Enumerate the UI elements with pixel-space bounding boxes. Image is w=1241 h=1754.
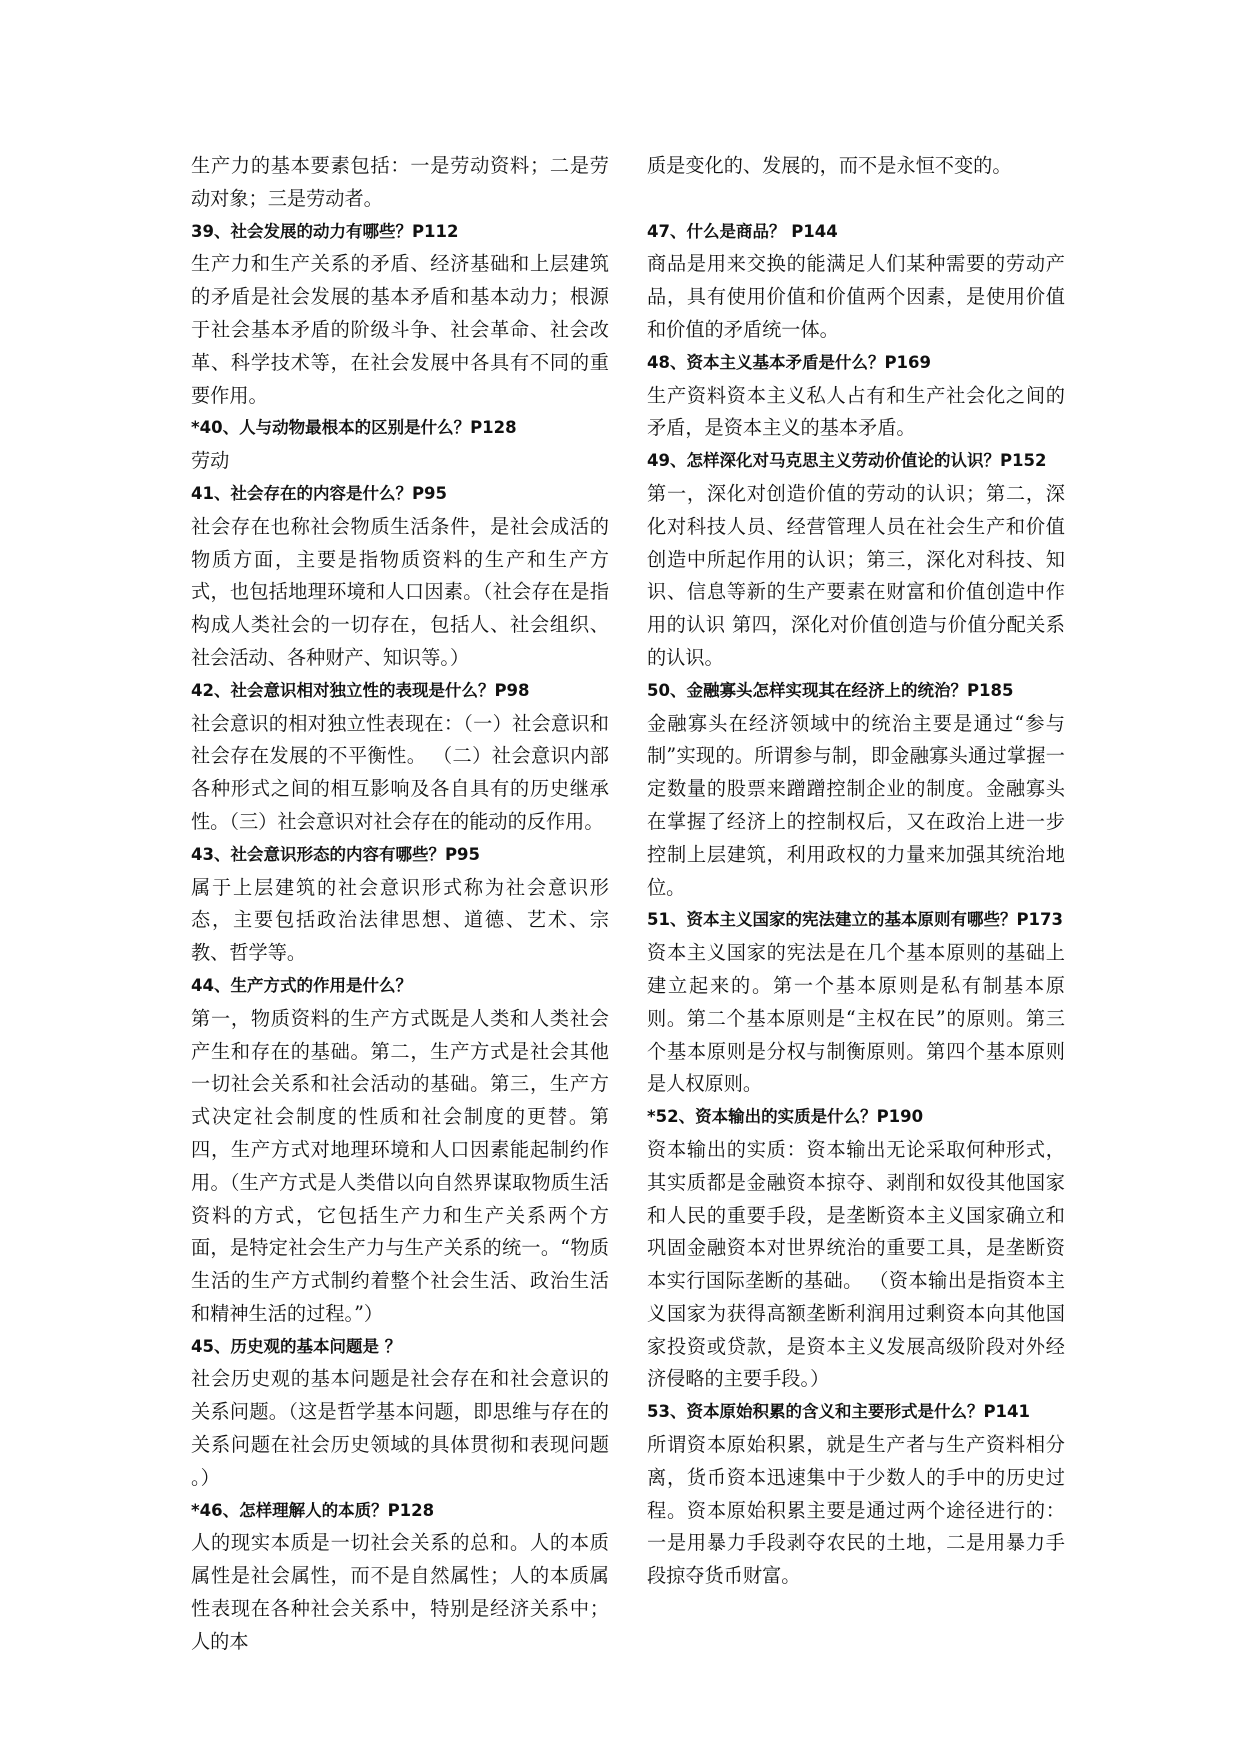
question-heading: 53、资本原始积累的含义和主要形式是什么？P141 [647, 1402, 1030, 1422]
answer-text: 商品是用来交换的能满足人们某种需要的劳动产品，具有使用价值和价值两个因素，是使用价值和价值的矛盾统一体。 [647, 252, 1065, 341]
answer-text: 社会意识的相对独立性表现在：（一）社会意识和社会存在发展的不平衡性。 （二）社会意识内部各种形式之间的相互影响及各自具有的历史继承性。（三）社会意识对社会存在的能动的反作用。 [191, 711, 609, 833]
answer-text: 所谓资本原始积累，就是生产者与生产资料相分离，货币资本迅速集中于少数人的手中的历史过程。资本原始积累主要是通过两个途径进行的：一是用暴力手段剥夺农民的土地，二是用暴力手段掠夺货币财富。 [647, 1433, 1065, 1588]
answer-text: 生产力的基本要素包括：一是劳动资料；二是劳动对象；三是劳动者。 [191, 154, 609, 210]
answer-text: 生产资料资本主义私人占有和生产社会化之间的矛盾，是资本主义的基本矛盾。 [647, 383, 1065, 440]
left-column [191, 150, 609, 1659]
answer-text: 社会历史观的基本问题是社会存在和社会意识的关系问题。（这是哲学基本问题，即思维与存在的关系问题在社会历史领域的具体贯彻和表现问题 。） [191, 1367, 609, 1489]
answer-text: 生产力和生产关系的矛盾、经济基础和上层建筑的矛盾是社会发展的基本矛盾和基本动力；根源于社会基本矛盾的阶级斗争、社会革命、社会改革、科学技术等，在社会发展中各具有不同的重要作用。 [191, 252, 609, 407]
answer-text: 资本主义国家的宪法是在几个基本原则的基础上建立起来的。第一个基本原则是私有制基本原则。第二个基本原则是“主权在民”的原则。第三个基本原则是分权与制衡原则。第四个基本原则是人权原则。 [647, 941, 1065, 1096]
question-heading: 48、资本主义基本矛盾是什么？P169 [647, 352, 931, 372]
question-heading: 44、生产方式的作用是什么？ [191, 975, 412, 995]
answer-text: 第一，深化对创造价值的劳动的认识；第二，深化对科技人员、经营管理人员在社会生产和价值创造中所起作用的认识；第三，深化对科技、知识、信息等新的生产要素在财富和价值创造中作用的认识 第四，深化对价值创造与价值分配关系的认识。 [647, 481, 1065, 669]
question-heading: *40、人与动物最根本的区别是什么？P128 [191, 418, 517, 438]
question-heading: *52、资本输出的实质是什么？P190 [647, 1107, 924, 1127]
answer-text: 人的现实本质是一切社会关系的总和。人的本质属性是社会属性，而不是自然属性；人的本质属性表现在各种社会关系中，特别是经济关系中；人的本 [191, 1531, 609, 1653]
answer-text: 资本输出的实质：资本输出无论采取何种形式，其实质都是金融资本掠夺、剥削和奴役其他国家和人民的重要手段，是垄断资本主义国家确立和巩固金融资本对世界统治的重要工具，是垄断资本实行国际垄断的基础。 （资本输出是指资本主义国家为获得高额垄断利润用过剩资本向其他国家投资或贷款，是资本主义发展高级阶段对外经济侵略的主要手段。） [647, 1137, 1065, 1391]
question-heading: *46、怎样理解人的本质？P128 [191, 1500, 435, 1520]
question-heading: 41、社会存在的内容是什么？P95 [191, 483, 448, 503]
question-heading: 50、金融寡头怎样实现其在经济上的统治？P185 [647, 680, 1014, 700]
question-heading: 49、怎样深化对马克思主义劳动价值论的认识？P152 [647, 451, 1047, 471]
question-heading: 43、社会意识形态的内容有哪些？P95 [191, 844, 481, 864]
paragraph-gap [647, 183, 1065, 216]
answer-text: 属于上层建筑的社会意识形式称为社会意识形态，主要包括政治法律思想、道德、艺术、宗教、哲学等。 [191, 875, 609, 965]
question-heading: 51、资本主义国家的宪法建立的基本原则有哪些？P173 [647, 910, 1063, 930]
answer-text: 金融寡头在经济领域中的统治主要是通过“参与制”实现的。所谓参与制，即金融寡头通过掌握一定数量的股票来蹭蹭控制企业的制度。金融寡头在掌握了经济上的控制权后，又在政治上进一步控制上层建筑，利用政权的力量来加强其统治地位。 [647, 711, 1065, 899]
answer-text: 第一，物质资料的生产方式既是人类和人类社会产生和存在的基础。第二，生产方式是社会其他一切社会关系和社会活动的基础。第三，生产方式决定社会制度的性质和社会制度的更替。第四，生产方式对地理环境和人口因素能起制约作用。（生产方式是人类借以向自然界谋取物质生活资料的方式，它包括生产力和生产关系两个方面，是特定社会生产力与生产关系的统一。“物质生活的生产方式制约着整个社会生活、政治生活和精神生活的过程。”） [191, 1006, 609, 1325]
answer-text: 质是变化的、发展的，而不是永恒不变的。 [647, 154, 1012, 177]
answer-text: 劳动 [191, 449, 230, 473]
right-column [647, 150, 1065, 1593]
question-heading: 45、历史观的基本问题是 ？ [191, 1336, 402, 1356]
question-heading: 47、什么是商品？ P144 [647, 221, 838, 241]
answer-text: 社会存在也称社会物质生活条件，是社会成活的物质方面，主要是指物质资料的生产和生产方式，也包括地理环境和人口因素。（社会存在是指构成人类社会的一切存在，包括人、社会组织、社会活动、各种财产、知识等。） [191, 514, 609, 669]
question-heading: 42、社会意识相对独立性的表现是什么？P98 [191, 680, 530, 700]
question-heading: 39、社会发展的动力有哪些？P112 [191, 221, 459, 241]
